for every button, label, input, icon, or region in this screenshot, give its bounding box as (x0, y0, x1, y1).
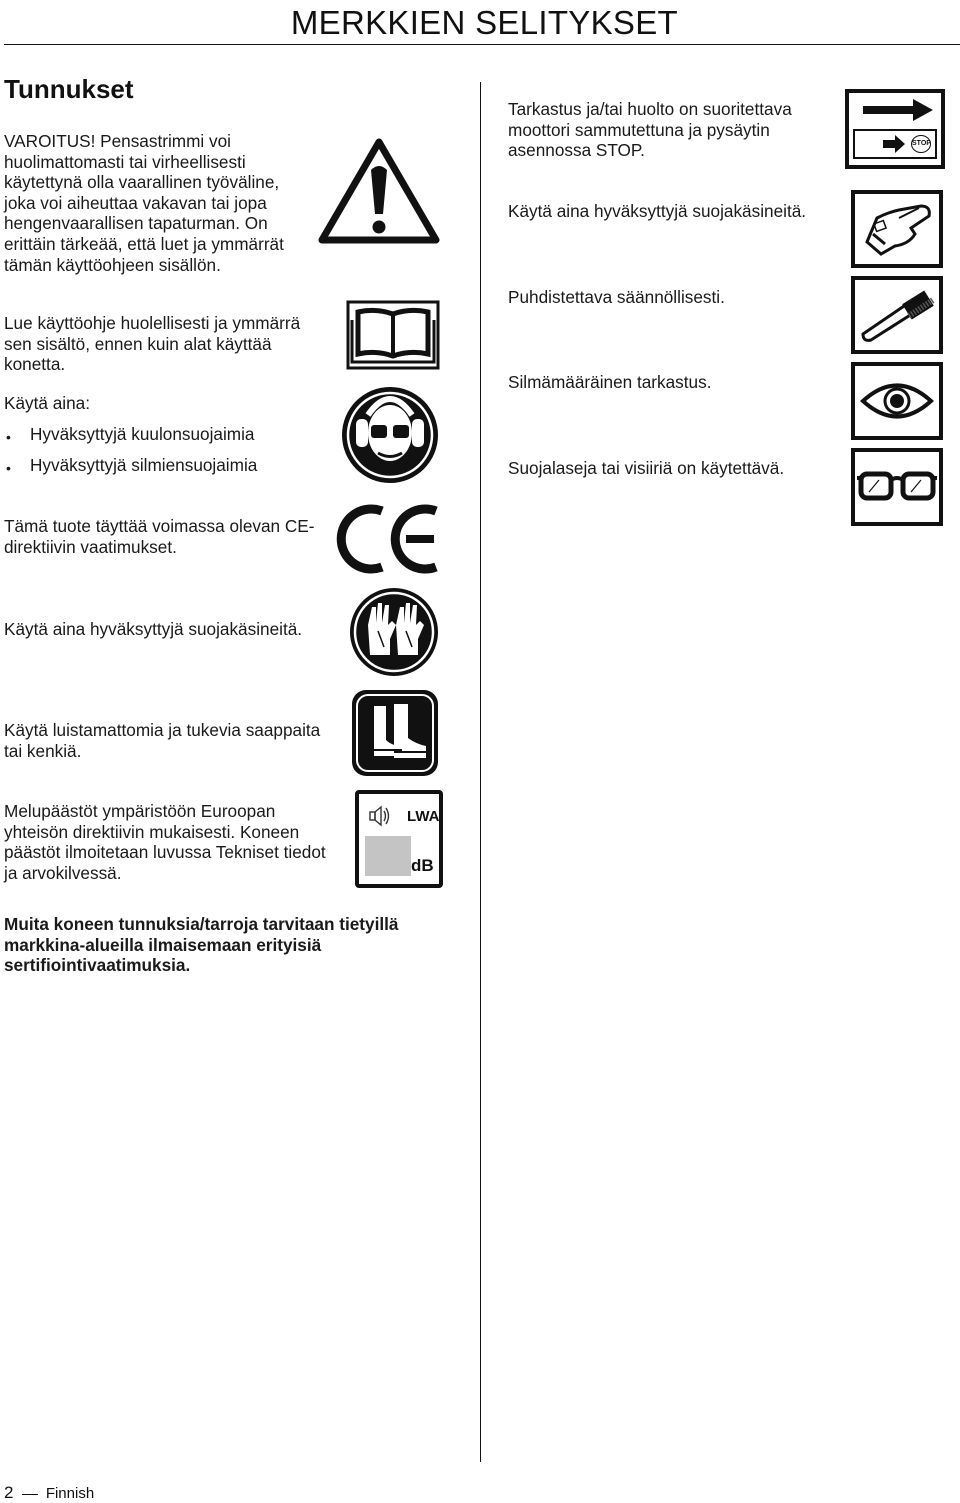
warning-triangle-icon (318, 138, 440, 244)
eye-icon-frame (851, 362, 943, 440)
bullet-dot-2: • (6, 460, 11, 476)
ce-text: Tämä tuote täyttää voimassa olevan CE-direktiivin vaatimukset. (4, 516, 315, 557)
speaker-icon (367, 804, 391, 828)
ear-eye-protection-icon (340, 385, 440, 485)
brush-icon-frame (851, 276, 943, 354)
column-divider (480, 82, 481, 1462)
ce-mark-icon (336, 503, 442, 575)
bullet-eyes: Hyväksyttyjä silmiensuojaimia (30, 455, 258, 475)
gloves-text-left: Käytä aina hyväksyttyjä suojakäsineitä. (4, 619, 303, 639)
header-rule (4, 44, 960, 45)
section-heading: Tunnukset (4, 74, 134, 104)
arrow-right-icon (863, 99, 933, 121)
stop-switch-icon (845, 89, 945, 169)
page-title: MERKKIEN SELITYKSET (290, 4, 678, 41)
glasses-icon-frame (851, 448, 943, 526)
safety-boots-icon (350, 688, 440, 778)
inspect-text: Silmämääräinen tarkastus. (508, 372, 712, 392)
boots-text: Käytä luistamattomia ja tukevia saappaita tai kenkiä. (4, 720, 321, 761)
market-text: Muita koneen tunnuksia/tarroja tarvitaan tietyillä markkina-alueilla ilmaisemaan erityisiä sertifiointivaatimuksia. (4, 914, 399, 976)
gloves-icon (348, 587, 440, 677)
warning-text: VAROITUS! Pensastrimmi voi huolimattomasti tai virheellisesti käytettynä olla vaarallinen työväline, joka voi aiheuttaa vakavan tai jopa hengenvaarallisen tapaturman. On erittäin tärkeää, että luet ja ymmärrät tämän käyttöohjeen sisällön. (4, 131, 284, 275)
noise-value-box (365, 836, 411, 876)
noise-text: Melupäästöt ympäristöön Euroopan yhteisön direktiivin mukaisesti. Koneen päästöt ilmoitetaan luvussa Tekniset tiedot ja arvokilvessä. (4, 801, 326, 883)
clean-text: Puhdistettava säännöllisesti. (508, 287, 725, 307)
eye-icon (861, 378, 933, 424)
stop-label: STOP (911, 135, 931, 153)
stop-text: Tarkastus ja/tai huolto on suoritettava moottori sammutettuna ja pysäytin asennossa STOP. (508, 99, 792, 161)
read-manual-text: Lue käyttöohje huolellisesti ja ymmärrä sen sisältö, ennen kuin alat käyttää konetta. (4, 313, 301, 375)
glasses-text: Suojalaseja tai visiiriä on käytettävä. (508, 458, 785, 478)
gloves-text-right: Käytä aina hyväksyttyjä suojakäsineitä. (508, 201, 807, 221)
always-use-text: Käytä aina: (4, 393, 90, 413)
small-arrow-icon (883, 135, 905, 153)
bullet-dot-1: • (6, 429, 11, 445)
glove-icon (859, 198, 935, 260)
footer (4, 1483, 94, 1503)
footer-dash (22, 1494, 38, 1495)
bullet-hearing: Hyväksyttyjä kuulonsuojaimia (30, 424, 255, 444)
db-label: dB (411, 856, 434, 875)
manual-book-icon (346, 300, 440, 370)
footer-language: Finnish (45, 1485, 95, 1502)
safety-glasses-icon (857, 470, 937, 504)
noise-label-icon (355, 790, 443, 888)
lwa-label: LWA (407, 808, 440, 825)
brush-icon (859, 286, 935, 344)
page-number: 2 (4, 1483, 14, 1502)
glove-right-icon (851, 190, 943, 268)
switch-panel (853, 129, 937, 159)
